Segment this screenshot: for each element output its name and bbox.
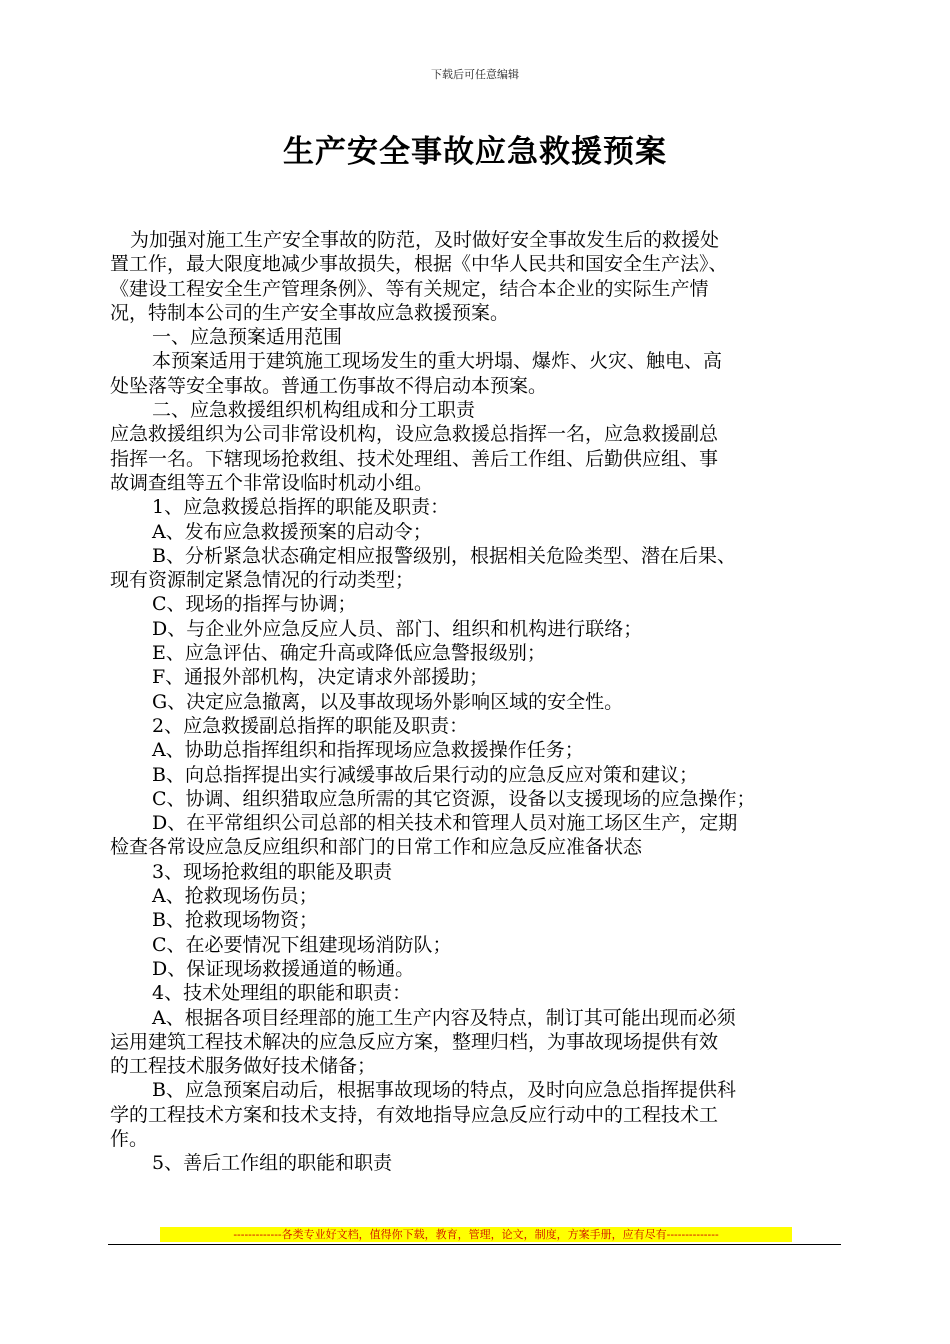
body-line: 1、应急救援总指挥的职能及职责： bbox=[152, 496, 450, 519]
body-line: 的工程技术服务做好技术储备； bbox=[110, 1055, 377, 1078]
body-line: 指挥一名。下辖现场抢救组、技术处理组、善后工作组、后勤供应组、事 bbox=[110, 447, 719, 470]
body-line: 况，特制本公司的生产安全事故应急救援预案。 bbox=[110, 301, 510, 324]
footer-rule bbox=[108, 1244, 841, 1245]
body-line: 学的工程技术方案和技术支持，有效地指导应急反应行动中的工程技术工 bbox=[110, 1103, 719, 1126]
body-line: 检查各常设应急反应组织和部门的日常工作和应急反应准备状态 bbox=[110, 836, 643, 859]
body-line: 5、善后工作组的职能和职责 bbox=[152, 1152, 393, 1175]
body-line: 置工作，最大限度地减少事故损失，根据《中华人民共和国安全生产法》、 bbox=[110, 253, 728, 276]
body-line: D、在平常组织公司总部的相关技术和管理人员对施工场区生产，定期 bbox=[152, 812, 738, 835]
body-line: F、通报外部机构，决定请求外部援助； bbox=[152, 666, 489, 689]
body-line: A、根据各项目经理部的施工生产内容及特点，制订其可能出现而必须 bbox=[152, 1006, 736, 1029]
body-line: C、现场的指挥与协调； bbox=[152, 593, 357, 616]
body-line: 故调查组等五个非常设临时机动小组。 bbox=[110, 471, 434, 494]
body-line: 4、技术处理组的职能和职责： bbox=[152, 982, 412, 1005]
body-line: A、发布应急救援预案的启动令； bbox=[152, 520, 432, 543]
body-line: A、协助总指挥组织和指挥现场应急救援操作任务； bbox=[152, 739, 584, 762]
body-line: 应急救援组织为公司非常设机构，设应急救援总指挥一名，应急救援副总 bbox=[110, 423, 719, 446]
body-line: D、保证现场救援通道的畅通。 bbox=[152, 957, 415, 980]
body-line: 作。 bbox=[110, 1127, 149, 1150]
body-line: 本预案适用于建筑施工现场发生的重大坍塌、爆炸、火灾、触电、高 bbox=[152, 350, 723, 373]
body-line: B、应急预案启动后，根据事故现场的特点，及时向应急总指挥提供科 bbox=[152, 1079, 736, 1102]
body-line: 处坠落等安全事故。普通工伤事故不得启动本预案。 bbox=[110, 374, 548, 397]
body-line: 现有资源制定紧急情况的行动类型； bbox=[110, 569, 415, 592]
body-line: E、应急评估、确定升高或降低应急警报级别； bbox=[152, 642, 546, 665]
body-line: B、向总指挥提出实行减缓事故后果行动的应急反应对策和建议； bbox=[152, 763, 698, 786]
footer-promo-text: -------------各类专业好文档，值得你下载，教育，管理，论文，制度，方案手册，应有尽有-------------- bbox=[233, 1228, 719, 1241]
body-line: 3、现场抢救组的职能及职责 bbox=[152, 860, 393, 883]
body-line: A、抢救现场伤员； bbox=[152, 885, 318, 908]
header-note: 下载后可任意编辑 bbox=[431, 68, 519, 81]
body-line: C、在必要情况下组建现场消防队； bbox=[152, 933, 452, 956]
body-line: 为加强对施工生产安全事故的防范，及时做好安全事故发生后的救援处 bbox=[130, 229, 720, 251]
document-title: 生产安全事故应急救援预案 bbox=[283, 134, 667, 170]
body-line: 二、应急救援组织机构组成和分工职责 bbox=[152, 399, 476, 422]
document-body bbox=[110, 228, 845, 1176]
body-line: B、抢救现场物资； bbox=[152, 909, 318, 932]
body-line: 《建设工程安全生产管理条例》、等有关规定，结合本企业的实际生产情 bbox=[110, 277, 709, 300]
body-line: D、与企业外应急反应人员、部门、组织和机构进行联络； bbox=[152, 617, 643, 640]
body-line: 运用建筑工程技术解决的应急反应方案，整理归档，为事故现场提供有效 bbox=[110, 1030, 719, 1053]
body-line: 2、应急救援副总指挥的职能及职责： bbox=[152, 714, 469, 737]
body-line: B、分析紧急状态确定相应报警级别，根据相关危险类型、潜在后果、 bbox=[152, 544, 736, 567]
body-line: C、协调、组织猎取应急所需的其它资源，设备以支援现场的应急操作； bbox=[152, 787, 756, 810]
body-line: G、决定应急撤离，以及事故现场外影响区域的安全性。 bbox=[152, 690, 624, 713]
body-line: 一、应急预案适用范围 bbox=[152, 326, 343, 349]
